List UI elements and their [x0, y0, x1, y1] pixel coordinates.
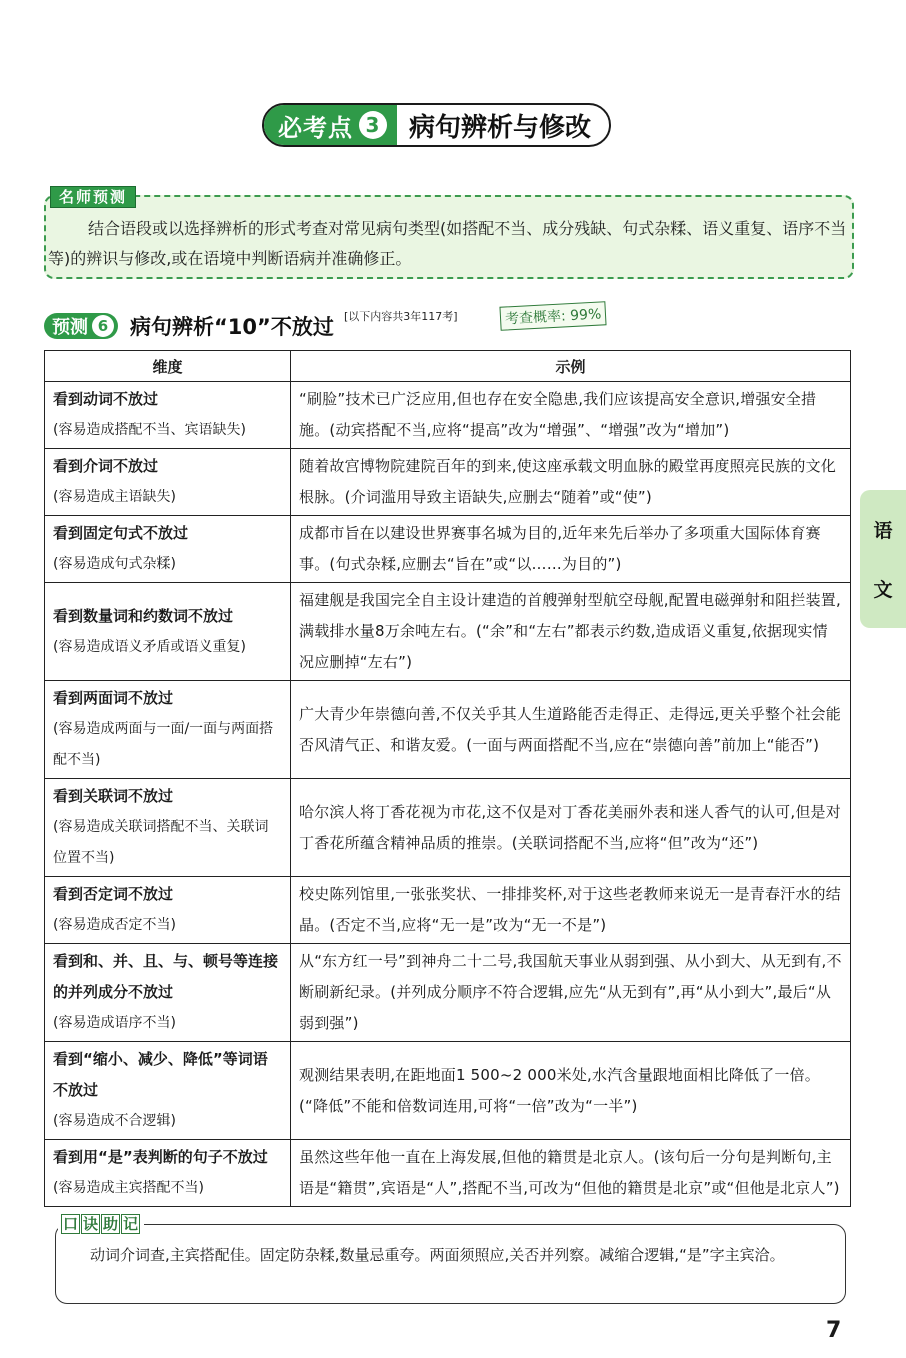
dimension-title: 看到介词不放过 [53, 457, 159, 475]
dimension-subtitle: (容易造成关联词搭配不当、关联词位置不当) [53, 819, 269, 866]
dimension-cell [45, 1042, 291, 1140]
example-cell: 随着故宫博物院建院百年的到来,使这座承载文明血脉的殿堂再度照亮民族的文化根脉。(介词滥用导致主语缺失,应删去“随着”或“使”) [291, 449, 851, 516]
example-cell: 福建舰是我国完全自主设计建造的首艘弹射型航空母舰,配置电磁弹射和阻拦装置,满载排水量8万余吨左右。(“余”和“左右”都表示约数,造成语义重复,依据现实情况应删掉“左右”) [291, 583, 851, 681]
table-header-example: 示例 [291, 351, 851, 382]
section-badge [44, 313, 118, 339]
header-badge [264, 105, 397, 145]
dimension-title: 看到数量词和约数词不放过 [53, 606, 234, 625]
section-badge-label: 预测 [52, 317, 88, 338]
table-row [45, 1042, 851, 1140]
table-row [45, 944, 851, 1042]
mnemonic-text: 动词介词查,主宾搭配佳。固定防杂糅,数量忌重夸。两面须照应,关否并列察。减缩合逻辑,“是”字主宾洽。 [90, 1246, 785, 1264]
dimension-title: 看到“缩小、减少、降低”等词语不放过 [53, 1050, 268, 1099]
header-badge-label: 必考点 [278, 113, 353, 142]
dimension-cell [45, 681, 291, 779]
section-header [262, 103, 611, 147]
section-badge-number: 6 [92, 315, 114, 337]
header-badge-number: 3 [359, 111, 387, 139]
example-cell: 成都市旨在以建设世界赛事名城为目的,近年来先后举办了多项重大国际体育赛事。(句式杂糅,应删去“旨在”或“以……为目的”) [291, 516, 851, 583]
dimension-cell [45, 877, 291, 944]
subject-tab-char-2: 文 [873, 579, 893, 601]
dimension-title: 看到否定词不放过 [53, 885, 174, 903]
dimension-subtitle: (容易造成主语缺失) [53, 489, 176, 505]
dimension-cell [45, 1140, 291, 1207]
table-row [45, 779, 851, 877]
dimension-cell [45, 944, 291, 1042]
dimension-subtitle: (容易造成两面与一面/一面与两面搭配不当) [53, 721, 274, 768]
dimension-title: 看到固定句式不放过 [53, 524, 189, 542]
example-cell: 广大青少年崇德向善,不仅关乎其人生道路能否走得正、走得远,更关乎整个社会能否风清气正、和谐友爱。(一面与两面搭配不当,应在“崇德向善”前加上“能否”) [291, 681, 851, 779]
subject-tab-char-1: 语 [873, 520, 893, 542]
page-title: 病句辨析与修改 [409, 112, 592, 143]
table-body [45, 382, 851, 1207]
dimension-subtitle: (容易造成不合逻辑) [53, 1113, 176, 1129]
table-header-row [45, 351, 851, 382]
table-row [45, 382, 851, 449]
example-cell: 哈尔滨人将丁香花视为市花,这不仅是对丁香花美丽外表和迷人香气的认可,但是对丁香花所蕴含精神品质的推崇。(关联词搭配不当,应将“但”改为“还”) [291, 779, 851, 877]
dimension-title: 看到和、并、且、与、顿号等连接的并列成分不放过 [53, 952, 279, 1001]
dimension-cell [45, 382, 291, 449]
dimension-cell [45, 583, 291, 681]
dimension-subtitle: (容易造成句式杂糅) [53, 556, 176, 572]
subject-tab[interactable] [860, 490, 906, 628]
probability-stamp: 考查概率: 99% [499, 301, 606, 331]
prediction-text: 结合语段或以选择辨析的形式考查对常见病句类型(如搭配不当、成分残缺、句式杂糅、语义重复、语序不当等)的辨识与修改,或在语境中判断语病并准确修正。 [48, 219, 847, 268]
page-number: 7 [826, 1318, 842, 1343]
section-title: 病句辨析“10”不放过 [130, 315, 334, 339]
dimension-subtitle: (容易造成搭配不当、宾语缺失) [53, 422, 246, 438]
example-cell: 从“东方红一号”到神舟二十二号,我国航天事业从弱到强、从小到大、从无到有,不断刷新纪录。(并列成分顺序不符合逻辑,应先“从无到有”,再“从小到大”,最后“从弱到强”) [291, 944, 851, 1042]
dimension-subtitle: (容易造成否定不当) [53, 917, 176, 933]
example-cell: “刷脸”技术已广泛应用,但也存在安全隐患,我们应该提高安全意识,增强安全措施。(动宾搭配不当,应将“提高”改为“增强”、“增强”改为“增加”) [291, 382, 851, 449]
section-note: [以下内容共3年117考] [344, 310, 458, 323]
table-row [45, 681, 851, 779]
mnemonic-tag-char: 记 [123, 1215, 139, 1233]
dimension-subtitle: (容易造成语序不当) [53, 1015, 176, 1031]
dimension-title: 看到关联词不放过 [53, 787, 174, 805]
mnemonic-tag-char: 口 [63, 1215, 79, 1233]
dimension-subtitle: (容易造成主宾搭配不当) [53, 1180, 204, 1196]
dimension-title: 看到两面词不放过 [53, 689, 174, 707]
dimension-subtitle: (容易造成语义矛盾或语义重复) [53, 638, 246, 655]
dimension-cell [45, 779, 291, 877]
example-cell: 观测结果表明,在距地面1 500~2 000米处,水汽含量跟地面相比降低了一倍。(“降低”不能和倍数词连用,可将“一倍”改为“一半”) [291, 1042, 851, 1140]
dimension-cell [45, 516, 291, 583]
dimension-title: 看到动词不放过 [53, 390, 159, 408]
mnemonic-tag-char: 助 [103, 1215, 119, 1233]
table-row [45, 583, 851, 681]
dimension-title: 看到用“是”表判断的句子不放过 [53, 1148, 268, 1166]
table-row [45, 516, 851, 583]
table-header-dimension: 维度 [45, 351, 291, 382]
table-row [45, 449, 851, 516]
mnemonic-tag [58, 1213, 144, 1234]
example-cell: 校史陈列馆里,一张张奖状、一排排奖杯,对于这些老教师来说无一是青春汗水的结晶。(否定不当,应将“无一是”改为“无一不是”) [291, 877, 851, 944]
dimension-cell [45, 449, 291, 516]
table-row [45, 877, 851, 944]
table-row [45, 1140, 851, 1207]
mnemonic-tag-char: 诀 [83, 1215, 99, 1233]
example-cell: 虽然这些年他一直在上海发展,但他的籍贯是北京人。(该句后一分句是判断句,主语是“籍贯”,宾语是“人”,搭配不当,可改为“但他的籍贯是北京”或“但他是北京人”) [291, 1140, 851, 1207]
main-table [44, 350, 851, 1207]
prediction-tag: 名师预测 [50, 186, 136, 208]
